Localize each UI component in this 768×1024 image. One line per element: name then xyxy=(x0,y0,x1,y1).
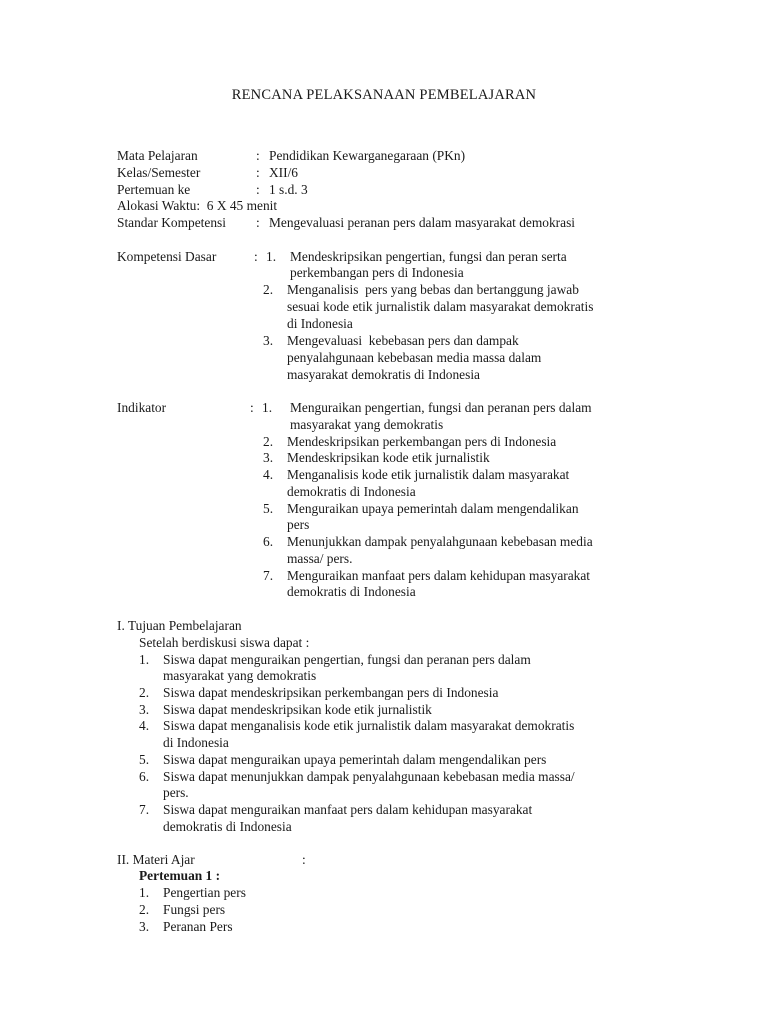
indikator-item-line: pers xyxy=(287,517,310,532)
materi-item-number: 2. xyxy=(139,902,150,917)
standar-kompetensi-value: Mengevaluasi peranan pers dalam masyarakat demokrasi xyxy=(269,215,576,230)
standar-kompetensi-colon: : xyxy=(256,215,260,230)
tujuan-item-line: Siswa dapat menguraikan pengertian, fungsi dan peranan pers dalam xyxy=(163,652,531,667)
kd-item-line: perkembangan pers di Indonesia xyxy=(290,265,464,280)
tujuan-heading: I. Tujuan Pembelajaran xyxy=(117,618,242,633)
tujuan-item-line: di Indonesia xyxy=(163,735,229,750)
indikator-item-line: Menganalisis kode etik jurnalistik dalam masyarakat xyxy=(287,467,570,482)
indikator-label: Indikator xyxy=(117,400,167,415)
indikator-item-line: massa/ pers. xyxy=(287,551,353,566)
tujuan-item-line: Siswa dapat menguraikan manfaat pers dalam kehidupan masyarakat xyxy=(163,802,533,817)
kd-item-line: di Indonesia xyxy=(287,316,353,331)
tujuan-item-number: 3. xyxy=(139,702,150,717)
standar-kompetensi-label: Standar Kompetensi xyxy=(117,215,226,230)
indikator-item-number: 2. xyxy=(263,434,274,449)
materi-item-line: Fungsi pers xyxy=(163,902,226,917)
kd-item-line: Mendeskripsikan pengertian, fungsi dan peran serta xyxy=(290,249,567,264)
kompetensi-dasar-label: Kompetensi Dasar xyxy=(117,249,217,264)
indikator-item-number: 6. xyxy=(263,534,274,549)
kd-item-line: Menganalisis pers yang bebas dan bertanggung jawab xyxy=(287,282,579,297)
kd-item-number: 3. xyxy=(263,333,274,348)
tujuan-item-line: Siswa dapat menunjukkan dampak penyalahgunaan kebebasan media massa/ xyxy=(163,769,575,784)
tujuan-item-number: 7. xyxy=(139,802,150,817)
materi-item-number: 3. xyxy=(139,919,150,934)
kd-item-line: penyalahgunaan kebebasan media massa dalam xyxy=(287,350,542,365)
indikator-item-line: Mendeskripsikan perkembangan pers di Indonesia xyxy=(287,434,557,449)
materi-item-number: 1. xyxy=(139,885,150,900)
kompetensi-dasar-colon: : xyxy=(254,249,258,264)
materi-item-line: Pengertian pers xyxy=(163,885,246,900)
tujuan-item-line: Siswa dapat menganalisis kode etik jurnalistik dalam masyarakat demokratis xyxy=(163,718,575,733)
indikator-item-number: 1. xyxy=(262,400,273,415)
tujuan-item-line: Siswa dapat mendeskripsikan kode etik jurnalistik xyxy=(163,702,432,717)
kd-item-line: Mengevaluasi kebebasan pers dan dampak xyxy=(287,333,519,348)
tujuan-item-line: Siswa dapat menguraikan upaya pemerintah dalam mengendalikan pers xyxy=(163,752,547,767)
materi-item-line: Peranan Pers xyxy=(163,919,233,934)
indikator-item-number: 3. xyxy=(263,450,274,465)
indikator-item-line: demokratis di Indonesia xyxy=(287,484,416,499)
indikator-colon: : xyxy=(250,400,254,415)
indikator-item-line: demokratis di Indonesia xyxy=(287,584,416,599)
indikator-item-number: 4. xyxy=(263,467,274,482)
tujuan-item-number: 1. xyxy=(139,652,150,667)
pertemuan-1-heading: Pertemuan 1 : xyxy=(139,868,221,883)
indikator-item-line: Menunjukkan dampak penyalahgunaan kebebasan media xyxy=(287,534,593,549)
indikator-item-line: masyarakat yang demokratis xyxy=(290,417,444,432)
indikator-item-line: Menguraikan pengertian, fungsi dan peranan pers dalam xyxy=(290,400,592,415)
tujuan-item-number: 6. xyxy=(139,769,150,784)
tujuan-item-line: pers. xyxy=(163,785,189,800)
mata-pelajaran-colon: : xyxy=(256,148,260,163)
kelas-semester-colon: : xyxy=(256,165,260,180)
indikator-item-number: 5. xyxy=(263,501,274,516)
tujuan-item-line: demokratis di Indonesia xyxy=(163,819,292,834)
kd-item-line: masyarakat demokratis di Indonesia xyxy=(287,367,480,382)
document-title: RENCANA PELAKSANAAN PEMBELAJARAN xyxy=(231,87,537,103)
materi-colon: : xyxy=(302,852,306,867)
kelas-semester-label: Kelas/Semester xyxy=(117,165,201,180)
alokasi-waktu: Alokasi Waktu: 6 X 45 menit xyxy=(117,198,278,213)
tujuan-intro: Setelah berdiskusi siswa dapat : xyxy=(139,635,310,650)
materi-heading: II. Materi Ajar xyxy=(117,852,195,867)
kd-item-number: 1. xyxy=(266,249,277,264)
kd-item-number: 2. xyxy=(263,282,274,297)
indikator-item-line: Menguraikan upaya pemerintah dalam mengendalikan xyxy=(287,501,579,516)
mata-pelajaran-value: Pendidikan Kewarganegaraan (PKn) xyxy=(269,148,466,163)
kelas-semester-value: XII/6 xyxy=(269,165,299,180)
tujuan-item-number: 2. xyxy=(139,685,150,700)
indikator-item-number: 7. xyxy=(263,568,274,583)
tujuan-item-number: 5. xyxy=(139,752,150,767)
indikator-item-line: Mendeskripsikan kode etik jurnalistik xyxy=(287,450,490,465)
tujuan-item-line: Siswa dapat mendeskripsikan perkembangan pers di Indonesia xyxy=(163,685,499,700)
mata-pelajaran-label: Mata Pelajaran xyxy=(117,148,198,163)
tujuan-item-number: 4. xyxy=(139,718,150,733)
pertemuan-colon: : xyxy=(256,182,260,197)
pertemuan-label: Pertemuan ke xyxy=(117,182,191,197)
kd-item-line: sesuai kode etik jurnalistik dalam masyarakat demokratis xyxy=(287,299,594,314)
indikator-item-line: Menguraikan manfaat pers dalam kehidupan masyarakat xyxy=(287,568,591,583)
tujuan-item-line: masyarakat yang demokratis xyxy=(163,668,317,683)
pertemuan-value: 1 s.d. 3 xyxy=(269,182,308,197)
